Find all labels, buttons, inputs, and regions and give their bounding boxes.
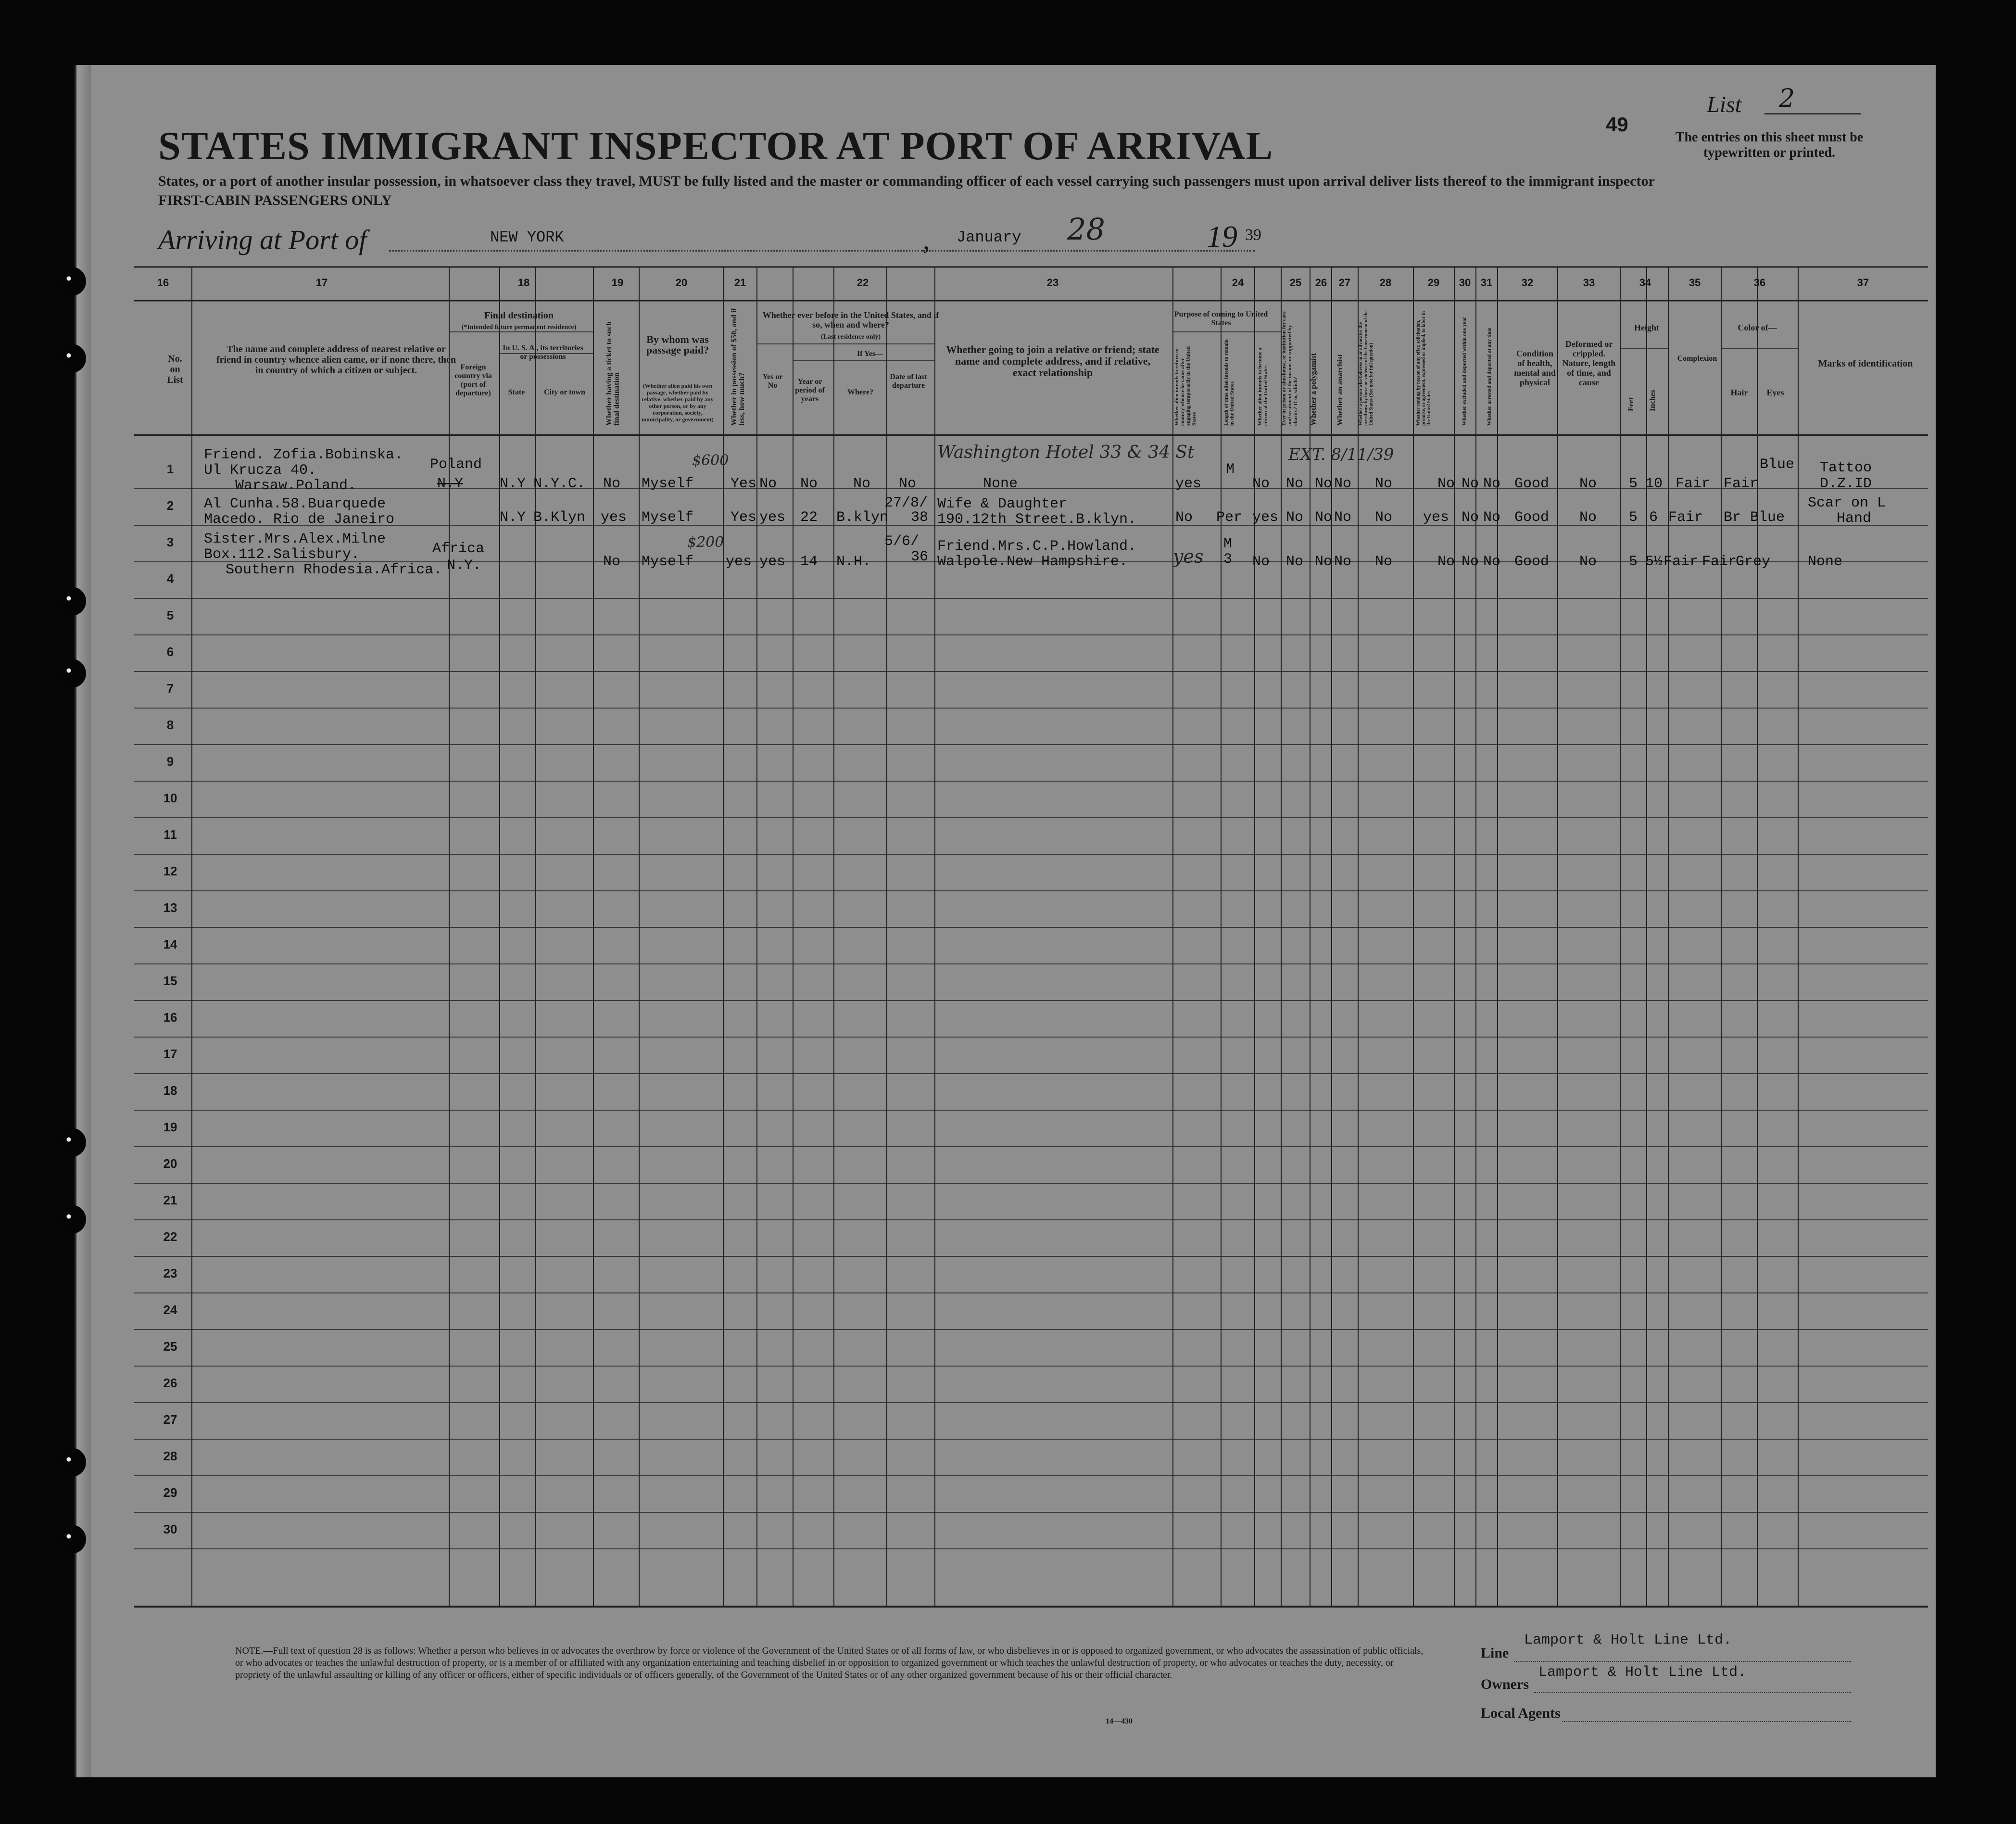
r2-joining-1: Wife & Daughter	[937, 496, 1068, 512]
r1-money: Yes	[731, 476, 757, 492]
r1-hair: Fair	[1724, 476, 1759, 492]
r3-joining-1: Friend.Mrs.C.P.Howland.	[937, 538, 1137, 555]
row-number: 28	[163, 1449, 177, 1463]
r3-before: yes	[759, 554, 786, 570]
instructions-text: States, or a port of another insular possession, in whatsoever class they travel, MUST be fully listed and the master or commanding officer of each vessel carrying such passengers must upon arrival deliver lists thereof to the immigrant inspector	[158, 173, 1655, 189]
row-number: 3	[166, 535, 174, 549]
column-number: 16	[157, 277, 169, 289]
row-number: 4	[166, 571, 174, 586]
r1-state-struck: N.Y	[437, 476, 464, 492]
page-title: STATES IMMIGRANT INSPECTOR AT PORT OF ARRIVAL	[158, 124, 1273, 168]
row-number: 5	[166, 608, 174, 622]
r3-joining-2: Walpole.New Hampshire.	[937, 554, 1128, 570]
month-value: January	[957, 228, 1021, 246]
r1-c29: No	[1437, 476, 1455, 492]
owners-label: Owners	[1481, 1676, 1529, 1692]
r2-p-citizen: yes	[1252, 509, 1279, 526]
r3-hair: Fair	[1702, 554, 1737, 570]
r3-c26: No	[1315, 554, 1333, 570]
header-c31: Whether arrested and deported at any time	[1487, 328, 1492, 426]
header-c27: Whether an anarchist	[1336, 354, 1344, 426]
r2-paid-by: Myself	[642, 509, 694, 526]
r1-state: N.Y	[500, 476, 526, 492]
header-c24-title: Purpose of coming to United States	[1174, 310, 1268, 327]
r3-paid-by: Myself	[642, 554, 694, 570]
footer-note: NOTE.—Full text of question 28 is as follows: Whether a person who believes in or advocates the overthrow by force or violence of the Government of the United States or of all forms of law, or who disbelieves in or is opposed to organized government, or who advocates the assassination of public officials, or who advocates or teaches the unlawful destruction of property, or is a member of or affiliated with any organization entertaining and teaching disbelief in or opposition to organized government or which teaches the unlawful destruction of property, or who advocates or teaches the duty, necessity, or propriety of the unlawful assaulting or killing of any officer or officers, either of specific individuals or of officers generally, of the Government of the United States or of any other organized government because of his or their official character.	[235, 1646, 1424, 1680]
column-number: 29	[1427, 277, 1440, 289]
header-c21: Whether in possession of $50, and if less, how much?	[730, 308, 746, 426]
r3-deformed: No	[1579, 554, 1597, 570]
header-c36-hair: Hair	[1730, 388, 1748, 397]
header-c20: By whom was passage paid?	[646, 333, 709, 356]
header-c18-foreign: Foreign country via (port of departure)	[454, 363, 492, 397]
r1-c17-line1: Friend. Zofia.Bobinska.	[204, 447, 403, 463]
list-number: 2	[1779, 84, 1795, 113]
r2-departure-1: 27/8/	[884, 495, 928, 511]
header-c37: Marks of identification	[1818, 358, 1913, 369]
row-number: 6	[166, 645, 174, 659]
table-grid	[76, 65, 1938, 1777]
row-number: 1	[166, 462, 174, 476]
header-c24-c: Whether alien intends to become a citizen of the United States	[1257, 347, 1269, 426]
r1-marks-2: D.Z.ID	[1820, 476, 1872, 492]
header-c34-inches: Inches	[1649, 390, 1657, 411]
r3-inches: 5½	[1645, 554, 1663, 570]
row-number: 11	[164, 827, 177, 842]
r2-feet: 5	[1629, 509, 1638, 526]
r1-marks-1: Tattoo	[1820, 460, 1872, 476]
row-number: 26	[163, 1376, 177, 1390]
row-number: 20	[163, 1156, 177, 1171]
comma: ,	[923, 224, 930, 255]
header-c29: Whether coming by reason of any offer, solicitation, promise, or agreement, expressed or implied, to labor in the United States	[1416, 311, 1432, 426]
r3-c31: No	[1483, 554, 1501, 570]
r2-c26: No	[1315, 509, 1333, 526]
column-number: 30	[1459, 277, 1471, 289]
header-c33: Deformed or crippled. Nature, length of time, and cause	[1562, 339, 1616, 387]
header-c18-usa: In U. S. A., its territories or possessions	[503, 344, 583, 361]
r2-state: N.Y	[500, 509, 526, 526]
column-number: 28	[1379, 277, 1392, 289]
r3-feet: 5	[1629, 554, 1638, 570]
row-number: 15	[163, 974, 177, 988]
r3-c17-line3: Southern Rhodesia.Africa.	[226, 562, 442, 578]
r1-where: No	[853, 476, 871, 492]
r1-complexion: Fair	[1676, 476, 1711, 492]
header-c34-title: Height	[1634, 323, 1659, 332]
r1-c31: No	[1483, 476, 1501, 492]
column-number: 22	[857, 277, 869, 289]
row-number: 17	[163, 1047, 177, 1061]
owners-value: Lamport & Holt Line Ltd.	[1538, 1664, 1747, 1681]
r1-eyes: Blue	[1760, 456, 1795, 473]
header-c28: Whether a person who believes in or advocates the overthrow by force or violence of the Government of the United States (See note for full question)	[1358, 310, 1374, 426]
r3-money: yes	[726, 554, 752, 570]
column-number: 33	[1583, 277, 1595, 289]
r1-c17-line3: Warsaw.Poland.	[235, 478, 357, 494]
column-number: 34	[1639, 277, 1651, 289]
column-number: 23	[1046, 277, 1059, 289]
header-c35: Complexion	[1677, 355, 1717, 363]
r2-money: Yes	[731, 509, 757, 526]
r1-p-length: M	[1226, 461, 1235, 478]
typewritten-note: The entries on this sheet must be typewritten or printed.	[1675, 130, 1864, 160]
row-number: 23	[163, 1266, 177, 1280]
column-number: 36	[1753, 277, 1766, 289]
row-number: 9	[166, 754, 174, 769]
manifest-sheet	[75, 65, 1936, 1777]
r3-money-hand: $200	[687, 534, 724, 551]
row-number: 16	[163, 1010, 177, 1025]
header-c22-title: Whether ever before in the United States, and if so, when and where?	[762, 310, 939, 329]
r2-departure-2: 38	[911, 509, 929, 526]
r2-c17-line2: Macedo. Rio de Janeiro	[204, 511, 395, 528]
header-c18-state: State	[508, 388, 525, 396]
row-number: 22	[163, 1229, 177, 1244]
r1-ticket: No	[603, 476, 621, 492]
r3-departure-1: 5/6/	[884, 533, 920, 550]
r3-p-return: yes	[1173, 546, 1204, 567]
header-c22-where: Where?	[847, 388, 873, 396]
row-number: 21	[163, 1193, 177, 1207]
r2-before: yes	[759, 509, 786, 526]
column-number: 19	[611, 277, 624, 289]
header-c17: The name and complete address of nearest relative or friend in country whence alien came, or if none there, then in country of which a citizen or subject.	[216, 344, 456, 376]
header-c22-year: Year or period of years	[795, 378, 825, 403]
r3-state: N.Y.	[447, 557, 482, 574]
column-number: 35	[1688, 277, 1701, 289]
row-number: 19	[163, 1120, 177, 1134]
r2-ticket: yes	[601, 509, 627, 526]
line-label: Line	[1481, 1645, 1509, 1661]
header-c24-a: Whether alien intends to return to country whence he came after engaging temporarily in the United States	[1174, 346, 1197, 426]
r2-p-return: No	[1175, 509, 1193, 526]
r3-departure-2: 36	[911, 549, 929, 565]
row-number: 2	[166, 498, 174, 513]
column-number: 25	[1289, 277, 1302, 289]
header-c30: Whether excluded and deported within one year	[1462, 317, 1467, 426]
r2-c31: No	[1483, 509, 1501, 526]
column-number: 32	[1521, 277, 1534, 289]
r2-c30: No	[1462, 509, 1479, 526]
owners-rule	[1534, 1692, 1851, 1693]
r2-health: Good	[1514, 509, 1550, 526]
header-no-on-list: No. on List	[167, 354, 183, 385]
r2-marks-2: Hand	[1837, 510, 1872, 527]
header-c18-sub: (*Intended future permanent residence)	[461, 324, 577, 331]
header-c26: Whether a polygamist	[1310, 353, 1318, 426]
r3-eyes: Grey	[1736, 554, 1771, 570]
r2-city: B.Klyn	[533, 509, 586, 526]
r3-p-citizen: No	[1252, 554, 1270, 570]
r2-complexion: Fair	[1668, 509, 1703, 526]
year-suffix: 39	[1245, 226, 1261, 244]
r1-before: No	[759, 476, 777, 492]
header-c34-feet: Feet	[1627, 397, 1635, 411]
r1-c26: No	[1315, 476, 1333, 492]
r1-deformed: No	[1579, 476, 1597, 492]
header-c22-sub: (Last residence only)	[820, 333, 881, 341]
arriving-label: Arriving at Port of	[158, 224, 367, 255]
row-number: 30	[163, 1522, 177, 1536]
row-number: 8	[166, 718, 174, 732]
r3-c17-line2: Box.112.Salisbury.	[204, 546, 360, 563]
port-value: NEW YORK	[490, 228, 564, 246]
header-c32: Condition of health, mental and physical	[1514, 349, 1556, 387]
r1-inches: 10	[1645, 476, 1663, 492]
column-number: 26	[1315, 277, 1327, 289]
r3-year: 14	[800, 554, 818, 570]
header-c36-eyes: Eyes	[1766, 388, 1784, 397]
r3-c30: No	[1462, 554, 1479, 570]
header-c18-title: Final destination	[484, 310, 554, 321]
header-c23: Whether going to join a relative or friend; state name and complete address, and if relative, exact relationship	[946, 343, 1159, 379]
agents-rule	[1562, 1721, 1851, 1722]
row-number: 18	[163, 1083, 177, 1098]
r1-year: No	[800, 476, 818, 492]
r3-complexion: Fair	[1663, 554, 1699, 570]
r2-joining-2: 190.12th Street.B.klyn.	[937, 511, 1137, 528]
r3-c25: No	[1286, 554, 1304, 570]
r3-marks: None	[1808, 554, 1843, 570]
r1-c17-line2: Ul Krucza 40.	[204, 462, 317, 479]
r2-hair: Br	[1724, 509, 1741, 526]
cabin-class: FIRST-CABIN PASSENGERS ONLY	[158, 192, 392, 208]
column-number: 31	[1480, 277, 1493, 289]
r1-city: N.Y.C.	[533, 476, 586, 492]
r2-year: 22	[800, 509, 818, 526]
column-number: 21	[734, 277, 746, 289]
form-number: 14—430	[1106, 1717, 1133, 1725]
row-number: 12	[163, 864, 177, 878]
r1-p-citizen: No	[1252, 476, 1270, 492]
row-number: 7	[166, 681, 174, 696]
r1-hand-note: Washington Hotel 33 & 34 St	[937, 443, 1195, 462]
header-c20-sub: (Whether alien paid his own passage, whether paid by relative, whether paid by any other person, or by any corporation, society, municipality, or government)	[642, 382, 714, 423]
r1-feet: 5	[1629, 476, 1638, 492]
stamp-number: 49	[1606, 113, 1628, 136]
r3-ticket: No	[603, 554, 621, 570]
header-c24-b: Length of time alien intends to remain in the United States	[1223, 339, 1235, 426]
row-number: 14	[163, 937, 177, 951]
day-value: 28	[1067, 212, 1105, 247]
header-c22-ifyes: If Yes—	[857, 350, 883, 358]
r1-foreign: Poland	[430, 456, 482, 473]
r1-c25: No	[1286, 476, 1304, 492]
row-number: 24	[163, 1303, 177, 1317]
column-number: 24	[1232, 277, 1244, 289]
list-label: List	[1707, 92, 1742, 117]
line-rule	[1514, 1661, 1851, 1662]
r1-p-return: yes	[1175, 476, 1202, 492]
r2-c29: yes	[1423, 509, 1449, 526]
row-number: 13	[163, 900, 177, 915]
header-c22-yesno: Yes or No	[762, 373, 783, 390]
r3-foreign: Africa	[432, 541, 485, 557]
r2-marks-1: Scar on L	[1808, 495, 1886, 511]
r2-eyes: Blue	[1750, 509, 1785, 526]
r2-c27: No	[1334, 509, 1352, 526]
r3-c29: No	[1437, 554, 1455, 570]
r3-health: Good	[1514, 554, 1550, 570]
r3-c17-line1: Sister.Mrs.Alex.Milne	[204, 531, 386, 547]
r1-joining: None	[983, 476, 1018, 492]
r3-p-length: M 3	[1223, 536, 1233, 568]
r1-c28: No	[1375, 476, 1393, 492]
r3-c28: No	[1375, 554, 1393, 570]
header-c36-title: Color of—	[1738, 323, 1777, 332]
header-c22-date: Date of last departure	[890, 373, 927, 390]
r2-c17-line1: Al Cunha.58.Buarquede	[204, 496, 386, 512]
row-number: 10	[163, 791, 177, 805]
row-number: 25	[163, 1339, 177, 1354]
r1-c30: No	[1462, 476, 1479, 492]
r1-paid-by: Myself	[642, 476, 694, 492]
r2-inches: 6	[1649, 509, 1658, 526]
header-c19: Whether having a ticket to such final destination	[605, 321, 621, 426]
r3-c27: No	[1334, 554, 1352, 570]
r2-where: B.klyn	[836, 509, 889, 526]
r1-departure: No	[899, 476, 917, 492]
column-number: 37	[1857, 277, 1869, 289]
column-number: 27	[1338, 277, 1351, 289]
r2-c28: No	[1375, 509, 1393, 526]
column-number: 17	[315, 277, 328, 289]
r3-where: N.H.	[836, 554, 871, 570]
r2-deformed: No	[1579, 509, 1597, 526]
year-prefix: 19	[1207, 219, 1237, 253]
agents-label: Local Agents	[1481, 1705, 1561, 1721]
line-value: Lamport & Holt Line Ltd.	[1524, 1632, 1732, 1648]
row-number: 29	[163, 1485, 177, 1500]
header-c18-city: City or town	[544, 388, 585, 396]
column-number: 20	[675, 277, 688, 289]
r2-c25: No	[1286, 509, 1304, 526]
header-c25: Ever in prison or almshouse, or institution for care and treatment of the insane, or supported by charity? If so, which?	[1281, 311, 1298, 426]
r1-c27: No	[1334, 476, 1352, 492]
row-number: 27	[163, 1412, 177, 1427]
r1-extension-hand: EXT. 8/11/39	[1288, 445, 1394, 464]
column-number: 18	[517, 277, 530, 289]
r1-money-hand: $600	[692, 452, 729, 469]
r1-health: Good	[1514, 476, 1550, 492]
r2-p-length: Per	[1216, 509, 1243, 526]
